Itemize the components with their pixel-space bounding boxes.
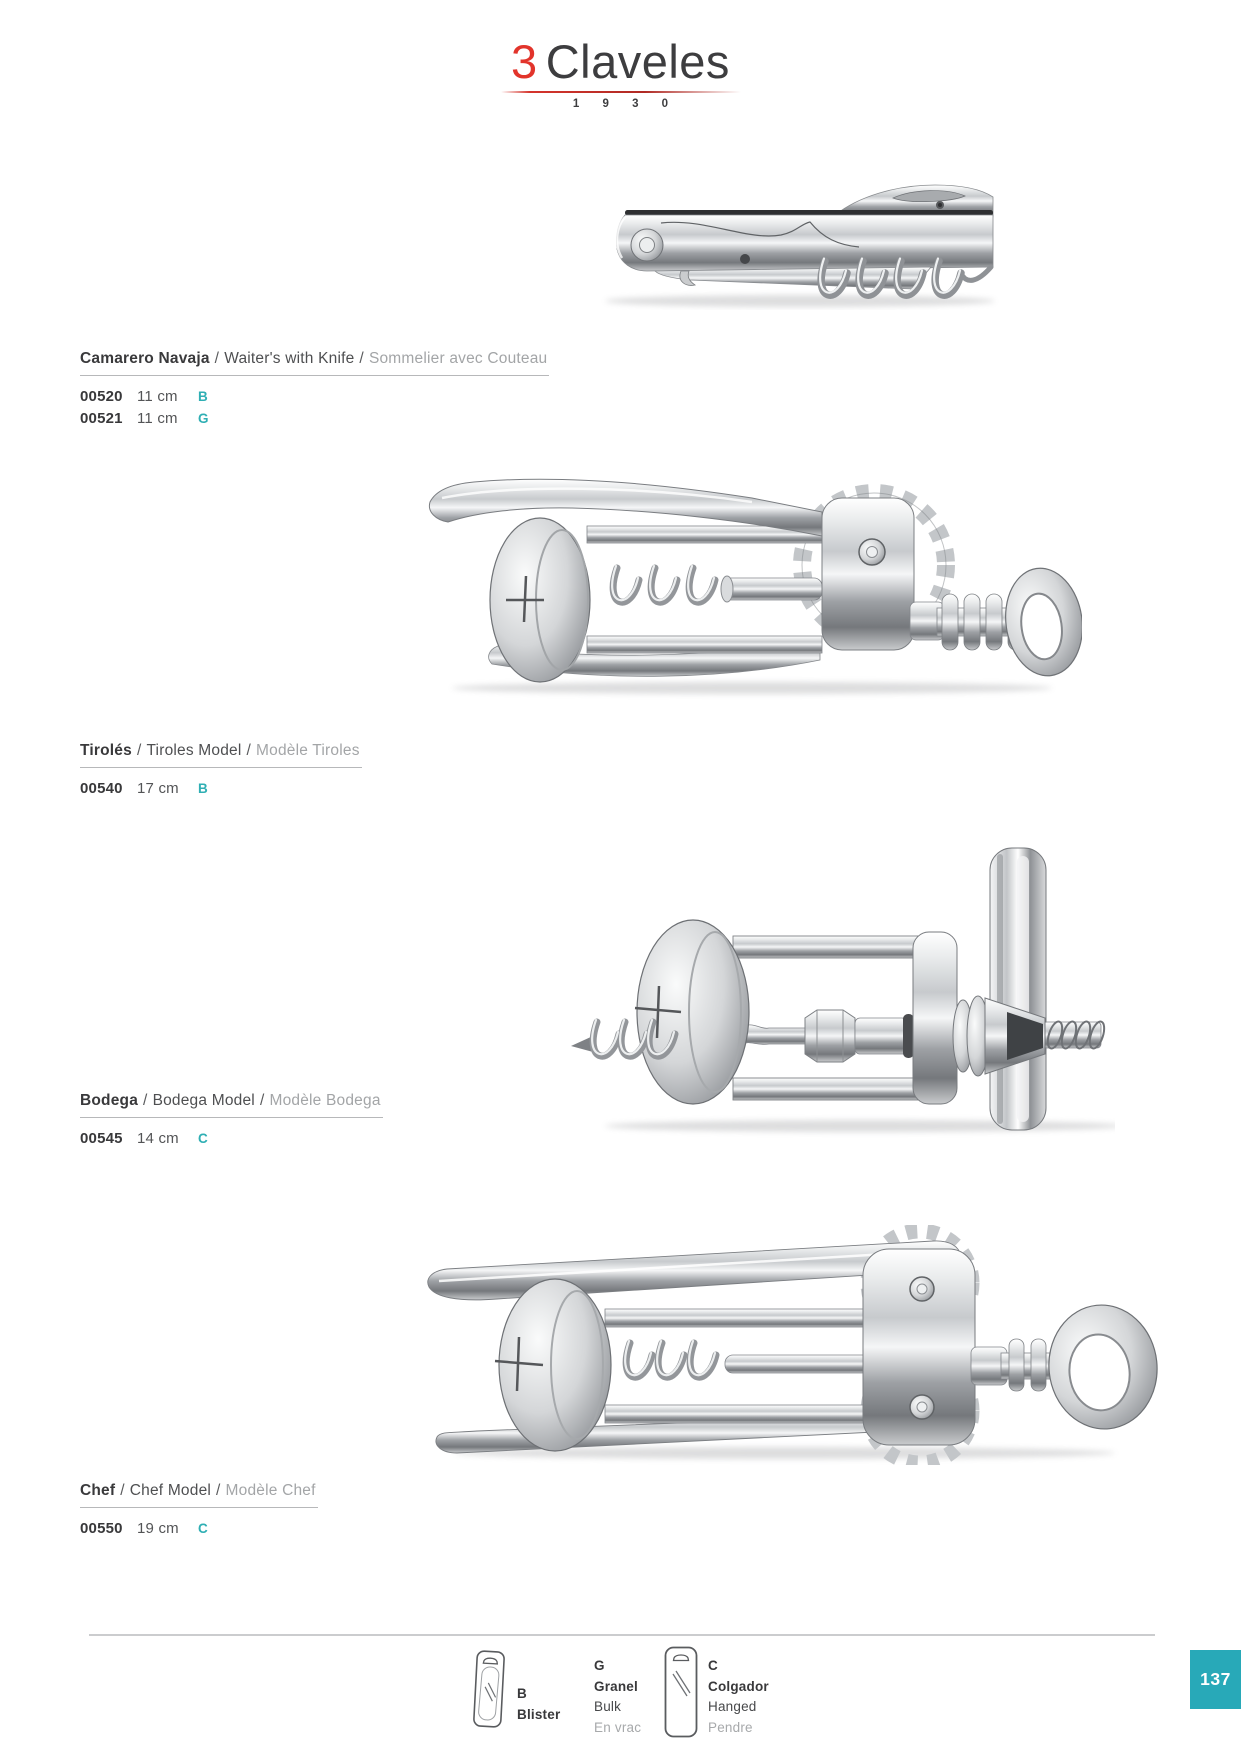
product-name-es: Chef (80, 1482, 116, 1499)
legend-item-granel (594, 1656, 641, 1738)
product-size: 17 cm (137, 779, 179, 797)
separator: / (359, 350, 364, 367)
product-info-chef (80, 1482, 318, 1539)
blister-pack-icon (472, 1649, 506, 1728)
product-name-en: Tiroles Model (146, 742, 242, 759)
product-name-en: Bodega Model (152, 1092, 255, 1109)
variant-row (80, 385, 549, 407)
product-title (80, 350, 549, 376)
legend-label-en: Bulk (594, 1699, 622, 1714)
brand-underline (501, 91, 741, 93)
product-name-es: Tirolés (80, 742, 132, 759)
product-name-fr: Modèle Bodega (269, 1092, 381, 1109)
legend-label: Blister (517, 1706, 561, 1722)
product-info-tiroles (80, 742, 362, 799)
pack-type-badge: C (198, 1520, 208, 1536)
product-title (80, 1482, 318, 1508)
legend-letter: G (594, 1658, 605, 1673)
variant-list (80, 385, 549, 429)
product-info-waiters (80, 350, 549, 429)
brand-name (0, 34, 1241, 89)
product-name-en: Waiter's with Knife (224, 350, 355, 367)
product-name-fr: Sommelier avec Couteau (368, 350, 548, 367)
tiroles-corkscrew-image (422, 450, 1082, 700)
separator: / (246, 742, 252, 759)
legend-label-fr: Pendre (708, 1719, 753, 1735)
footer-divider (89, 1634, 1155, 1636)
legend-label-es: Colgador (708, 1678, 769, 1694)
brand-number: 3 (511, 35, 538, 88)
product-title (80, 742, 362, 768)
product-code: 00521 (80, 409, 123, 427)
separator: / (259, 1092, 265, 1109)
variant-row (80, 777, 362, 799)
pack-type-badge: C (198, 1130, 208, 1146)
product-name-es: Camarero Navaja (80, 350, 210, 367)
variant-list (80, 1517, 318, 1539)
product-size: 19 cm (137, 1519, 179, 1537)
waiters-corkscrew-image (595, 175, 1000, 310)
legend-item-colgador (708, 1656, 769, 1738)
separator: / (120, 1482, 125, 1499)
brand-year: 1 9 3 0 (572, 98, 679, 110)
product-size: 11 cm (137, 409, 178, 427)
variant-row (80, 407, 549, 429)
legend-label-en: Hanged (708, 1699, 757, 1714)
product-code: 00550 (80, 1519, 123, 1537)
variant-list (80, 1127, 383, 1149)
product-title (80, 1092, 383, 1118)
legend-label-fr: En vrac (594, 1719, 642, 1735)
separator: / (216, 1482, 221, 1499)
pack-type-badge: B (198, 388, 208, 404)
product-name-fr: Modèle Tiroles (256, 742, 360, 759)
page-number-badge (1190, 1650, 1241, 1709)
bodega-corkscrew-image (565, 840, 1115, 1140)
separator: / (214, 350, 220, 367)
product-name-en: Chef Model (129, 1482, 212, 1499)
product-code: 00545 (80, 1129, 123, 1147)
variant-row (80, 1127, 383, 1149)
product-code: 00540 (80, 779, 123, 797)
separator: / (136, 742, 142, 759)
page-number: 137 (1200, 1669, 1231, 1689)
legend-item-blister (517, 1684, 560, 1725)
product-size: 11 cm (137, 387, 178, 405)
brand-text: Claveles (545, 35, 730, 88)
brand-logo (0, 34, 1241, 110)
variant-row (80, 1517, 318, 1539)
product-info-bodega (80, 1092, 383, 1149)
product-name-es: Bodega (80, 1092, 139, 1109)
product-size: 14 cm (137, 1129, 179, 1147)
chef-corkscrew-image (415, 1225, 1160, 1465)
pack-type-badge: G (198, 410, 209, 426)
pack-type-badge: B (198, 780, 208, 796)
variant-list (80, 777, 362, 799)
product-name-fr: Modèle Chef (225, 1482, 316, 1499)
separator: / (143, 1092, 148, 1109)
product-code: 00520 (80, 387, 123, 405)
hanging-pack-icon (664, 1646, 698, 1738)
legend-letter: B (517, 1686, 527, 1701)
legend-label-es: Granel (594, 1678, 638, 1694)
legend-letter: C (708, 1658, 718, 1673)
